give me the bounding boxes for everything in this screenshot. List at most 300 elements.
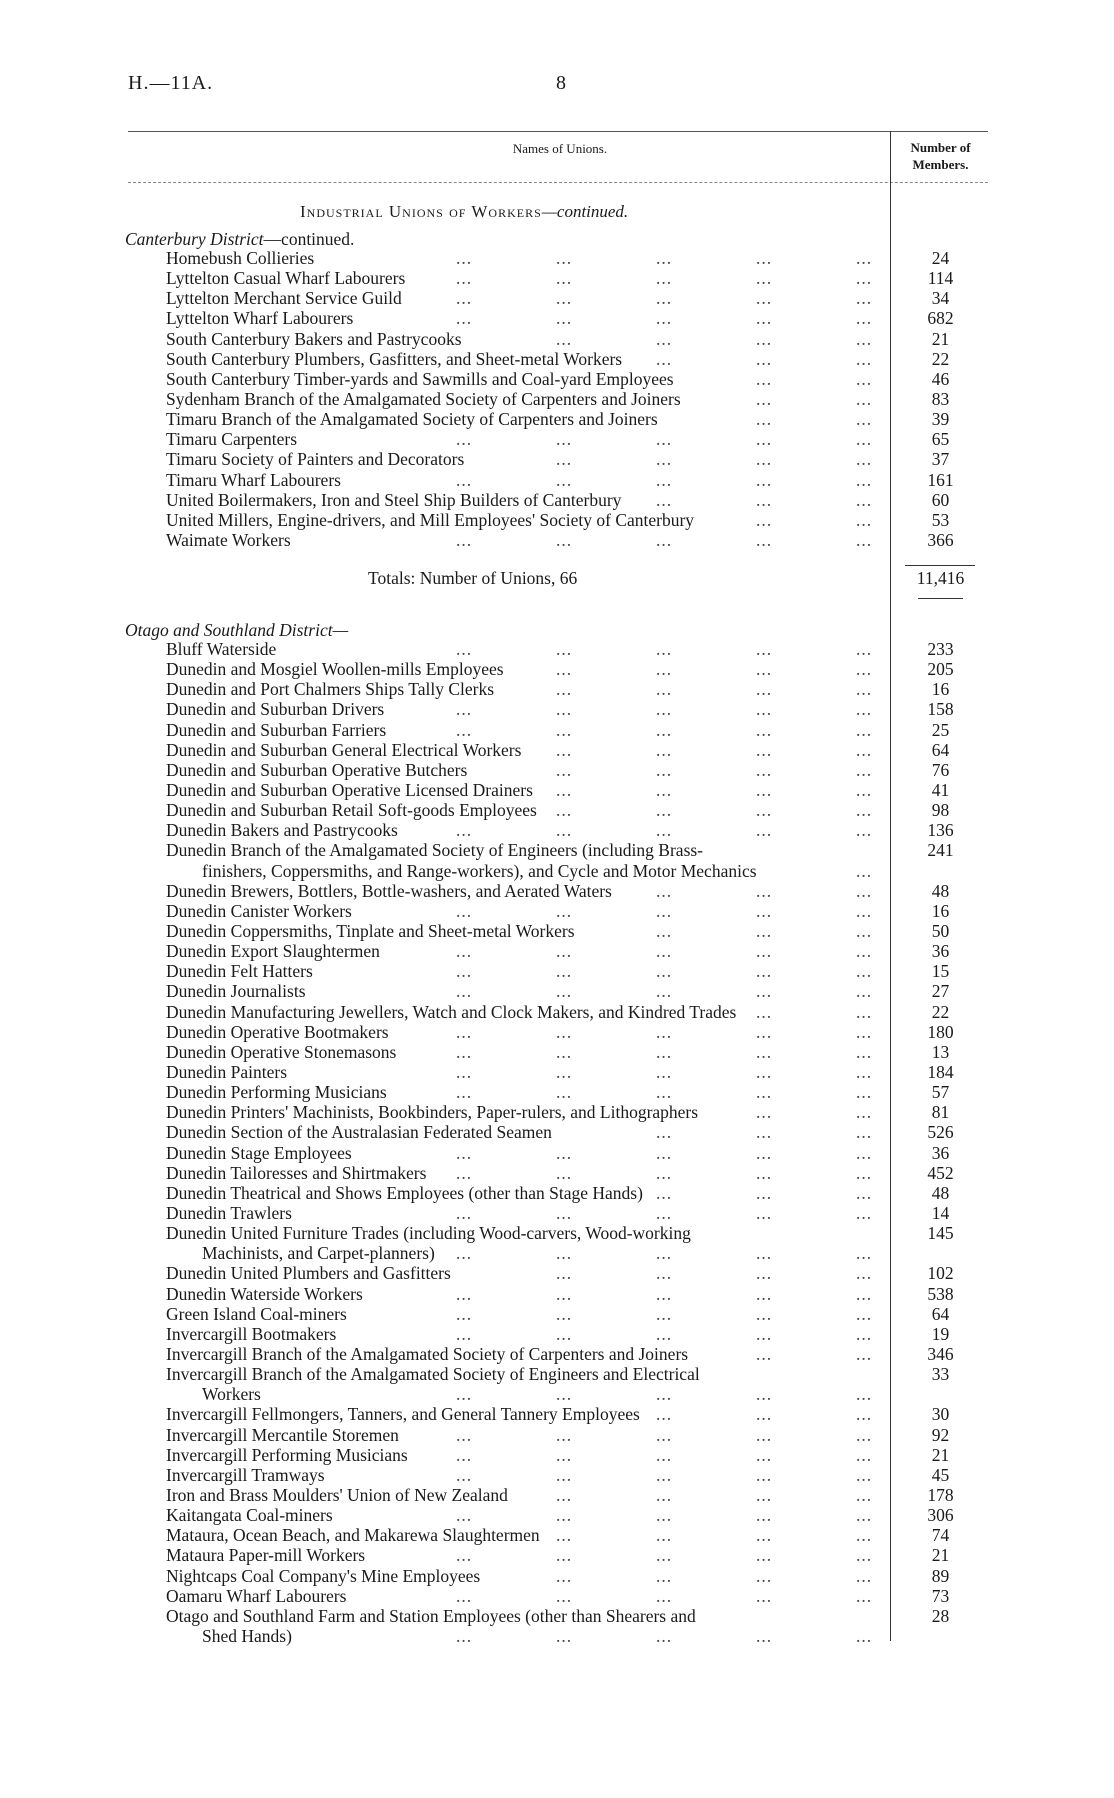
member-count: 158 bbox=[927, 699, 954, 720]
leader-dots: ... bbox=[856, 800, 873, 821]
leader-dots: ... bbox=[856, 1625, 873, 1646]
union-name: Oamaru Wharf Labourers bbox=[166, 1585, 347, 1606]
leader-dots: ... bbox=[556, 699, 573, 720]
table-row bbox=[0, 1122, 1114, 1142]
table-row bbox=[0, 1485, 1114, 1505]
leader-dots: ... bbox=[756, 1263, 773, 1284]
table-row bbox=[0, 1163, 1114, 1183]
table-row bbox=[0, 1203, 1114, 1223]
table-row bbox=[0, 1042, 1114, 1062]
leader-dots: ... bbox=[756, 1525, 773, 1546]
section-title-continued: —continued. bbox=[541, 202, 629, 221]
member-count: 16 bbox=[931, 900, 950, 921]
member-count: 19 bbox=[931, 1323, 950, 1344]
table-row bbox=[0, 740, 1114, 760]
leader-dots: ... bbox=[456, 1545, 473, 1566]
leader-dots: ... bbox=[856, 1102, 873, 1123]
leader-dots: ... bbox=[856, 880, 873, 901]
union-name: Dunedin Manufacturing Jewellers, Watch and Clock Makers, and Kindred Trades bbox=[166, 1001, 737, 1022]
member-count: 21 bbox=[931, 328, 950, 349]
member-count: 14 bbox=[931, 1202, 950, 1223]
table-row bbox=[0, 449, 1114, 469]
union-name bbox=[166, 1223, 882, 1263]
member-count: 15 bbox=[931, 961, 950, 982]
table-row bbox=[0, 1505, 1114, 1525]
leader-dots: ... bbox=[656, 820, 673, 841]
leader-dots: ... bbox=[556, 820, 573, 841]
union-name: Lyttelton Merchant Service Guild bbox=[166, 288, 402, 309]
leader-dots: ... bbox=[756, 739, 773, 760]
member-count: 57 bbox=[931, 1082, 950, 1103]
table-row bbox=[0, 981, 1114, 1001]
table-row bbox=[0, 1606, 1114, 1646]
union-name: Invercargill Performing Musicians bbox=[166, 1444, 408, 1465]
leader-dots: ... bbox=[856, 639, 873, 659]
leader-dots: ... bbox=[756, 1061, 773, 1082]
leader-dots: ... bbox=[456, 268, 473, 289]
leader-dots: ... bbox=[656, 1263, 673, 1284]
leader-dots: ... bbox=[456, 429, 473, 450]
leader-dots: ... bbox=[656, 449, 673, 470]
member-count: 73 bbox=[931, 1585, 950, 1606]
leader-dots: ... bbox=[856, 1001, 873, 1022]
union-name: Timaru Society of Painters and Decorators bbox=[166, 449, 465, 470]
leader-dots: ... bbox=[856, 469, 873, 490]
leader-dots: ... bbox=[656, 1484, 673, 1505]
leader-dots: ... bbox=[556, 1263, 573, 1284]
table-row bbox=[0, 760, 1114, 780]
table-row bbox=[0, 1284, 1114, 1304]
leader-dots: ... bbox=[756, 1343, 773, 1364]
leader-dots: ... bbox=[856, 1243, 873, 1264]
leader-dots: ... bbox=[856, 1525, 873, 1546]
leader-dots: ... bbox=[656, 1122, 673, 1143]
leader-dots: ... bbox=[456, 639, 473, 659]
union-name: Dunedin Brewers, Bottlers, Bottle-washers, and Aerated Waters bbox=[166, 880, 612, 901]
leader-dots: ... bbox=[756, 1384, 773, 1405]
table-row bbox=[0, 1102, 1114, 1122]
union-name: United Boilermakers, Iron and Steel Ship Builders of Canterbury bbox=[166, 489, 622, 510]
leader-dots: ... bbox=[756, 779, 773, 800]
member-count: 64 bbox=[931, 739, 950, 760]
leader-dots: ... bbox=[856, 368, 873, 389]
table-row bbox=[0, 961, 1114, 981]
leader-dots: ... bbox=[656, 1082, 673, 1103]
leader-dots: ... bbox=[456, 1283, 473, 1304]
leader-dots: ... bbox=[656, 659, 673, 680]
leader-dots: ... bbox=[656, 699, 673, 720]
header-rule bbox=[128, 182, 988, 183]
leader-dots: ... bbox=[456, 1625, 473, 1646]
table-row bbox=[0, 1223, 1114, 1263]
table-row bbox=[0, 470, 1114, 490]
table-row bbox=[0, 1425, 1114, 1445]
member-count: 76 bbox=[931, 759, 950, 780]
union-name-line-1: Otago and Southland Farm and Station Employees (other than Shearers and bbox=[166, 1605, 696, 1626]
member-count: 74 bbox=[931, 1525, 950, 1546]
leader-dots: ... bbox=[856, 1565, 873, 1586]
leader-dots: ... bbox=[556, 1142, 573, 1163]
table-row bbox=[0, 1545, 1114, 1565]
leader-dots: ... bbox=[656, 1303, 673, 1324]
leader-dots: ... bbox=[856, 429, 873, 450]
leader-dots: ... bbox=[856, 981, 873, 1002]
leader-dots: ... bbox=[856, 409, 873, 430]
member-count: 161 bbox=[927, 469, 954, 490]
leader-dots: ... bbox=[456, 1061, 473, 1082]
leader-dots: ... bbox=[556, 1202, 573, 1223]
leader-dots: ... bbox=[756, 469, 773, 490]
leader-dots: ... bbox=[856, 860, 873, 881]
leader-dots: ... bbox=[556, 981, 573, 1002]
leader-dots: ... bbox=[456, 1041, 473, 1062]
table-row bbox=[0, 409, 1114, 429]
leader-dots: ... bbox=[756, 1505, 773, 1526]
leader-dots: ... bbox=[556, 1585, 573, 1606]
table-row bbox=[0, 329, 1114, 349]
leader-dots: ... bbox=[556, 1384, 573, 1405]
leader-dots: ... bbox=[756, 1424, 773, 1445]
union-name: Dunedin United Plumbers and Gasfitters bbox=[166, 1263, 451, 1284]
otago-rows bbox=[0, 639, 1114, 1646]
leader-dots: ... bbox=[656, 880, 673, 901]
leader-dots: ... bbox=[656, 469, 673, 490]
leader-dots: ... bbox=[856, 699, 873, 720]
union-name: Mataura, Ocean Beach, and Makarewa Slaughtermen bbox=[166, 1525, 540, 1546]
leader-dots: ... bbox=[456, 1384, 473, 1405]
leader-dots: ... bbox=[756, 1565, 773, 1586]
leader-dots: ... bbox=[856, 1303, 873, 1324]
leader-dots: ... bbox=[656, 1565, 673, 1586]
leader-dots: ... bbox=[656, 1162, 673, 1183]
leader-dots: ... bbox=[456, 699, 473, 720]
table-row bbox=[0, 840, 1114, 880]
member-count: 65 bbox=[931, 429, 950, 450]
leader-dots: ... bbox=[756, 639, 773, 659]
leader-dots: ... bbox=[556, 659, 573, 680]
leader-dots: ... bbox=[556, 449, 573, 470]
section-title-main: Industrial Unions of Workers bbox=[300, 202, 542, 221]
leader-dots: ... bbox=[856, 941, 873, 962]
member-count: 682 bbox=[927, 308, 954, 329]
member-count: 89 bbox=[931, 1565, 950, 1586]
leader-dots: ... bbox=[756, 1001, 773, 1022]
union-name: Dunedin Tailoresses and Shirtmakers bbox=[166, 1162, 427, 1183]
leader-dots: ... bbox=[456, 1202, 473, 1223]
leader-dots: ... bbox=[856, 759, 873, 780]
leader-dots: ... bbox=[756, 1303, 773, 1324]
union-name: Dunedin and Suburban General Electrical Workers bbox=[166, 739, 522, 760]
union-name: Timaru Carpenters bbox=[166, 429, 298, 450]
otago-district-label: Otago and Southland District— bbox=[125, 620, 349, 640]
leader-dots: ... bbox=[756, 328, 773, 349]
union-name: Dunedin Printers' Machinists, Bookbinders, Paper-rulers, and Lithographers bbox=[166, 1102, 699, 1123]
leader-dots: ... bbox=[756, 1243, 773, 1264]
union-name: Dunedin Section of the Australasian Federated Seamen bbox=[166, 1122, 552, 1143]
canterbury-district-label bbox=[125, 229, 354, 250]
leader-dots: ... bbox=[856, 1263, 873, 1284]
member-count: 53 bbox=[931, 509, 950, 530]
leader-dots: ... bbox=[856, 348, 873, 369]
union-name-line-2: finishers, Coppersmiths, and Range-workers), and Cycle and Motor Mechanics bbox=[202, 860, 757, 881]
member-count: 241 bbox=[927, 840, 954, 861]
table-row bbox=[0, 510, 1114, 530]
leader-dots: ... bbox=[556, 739, 573, 760]
leader-dots: ... bbox=[656, 900, 673, 921]
leader-dots: ... bbox=[556, 308, 573, 329]
leader-dots: ... bbox=[556, 1021, 573, 1042]
table-row bbox=[0, 1022, 1114, 1042]
leader-dots: ... bbox=[656, 328, 673, 349]
member-count: 102 bbox=[927, 1263, 954, 1284]
union-name: Lyttelton Wharf Labourers bbox=[166, 308, 354, 329]
leader-dots: ... bbox=[756, 759, 773, 780]
table-row bbox=[0, 1143, 1114, 1163]
member-count: 24 bbox=[931, 248, 950, 268]
member-count: 34 bbox=[931, 288, 950, 309]
leader-dots: ... bbox=[856, 288, 873, 309]
leader-dots: ... bbox=[456, 1505, 473, 1526]
member-count: 46 bbox=[931, 368, 950, 389]
union-name: Timaru Wharf Labourers bbox=[166, 469, 341, 490]
leader-dots: ... bbox=[856, 1142, 873, 1163]
leader-dots: ... bbox=[456, 1444, 473, 1465]
member-count: 366 bbox=[927, 529, 954, 550]
leader-dots: ... bbox=[756, 1625, 773, 1646]
leader-dots: ... bbox=[556, 1424, 573, 1445]
leader-dots: ... bbox=[556, 1545, 573, 1566]
table-row bbox=[0, 720, 1114, 740]
leader-dots: ... bbox=[756, 679, 773, 700]
totals-rule-bottom bbox=[918, 598, 963, 599]
leader-dots: ... bbox=[456, 981, 473, 1002]
leader-dots: ... bbox=[756, 1404, 773, 1425]
union-name: Nightcaps Coal Company's Mine Employees bbox=[166, 1565, 481, 1586]
leader-dots: ... bbox=[756, 900, 773, 921]
leader-dots: ... bbox=[756, 699, 773, 720]
member-count: 25 bbox=[931, 719, 950, 740]
leader-dots: ... bbox=[756, 1122, 773, 1143]
union-name: Dunedin and Suburban Retail Soft-goods Employees bbox=[166, 800, 537, 821]
leader-dots: ... bbox=[856, 509, 873, 530]
table-row bbox=[0, 1324, 1114, 1344]
leader-dots: ... bbox=[556, 469, 573, 490]
table-row bbox=[0, 1002, 1114, 1022]
union-name: Dunedin Bakers and Pastrycooks bbox=[166, 820, 398, 841]
member-count: 45 bbox=[931, 1464, 950, 1485]
leader-dots: ... bbox=[556, 679, 573, 700]
table-row bbox=[0, 1566, 1114, 1586]
union-name-line-1: Dunedin United Furniture Trades (including Wood-carvers, Wood-working bbox=[166, 1223, 691, 1244]
leader-dots: ... bbox=[756, 719, 773, 740]
union-name: Timaru Branch of the Amalgamated Society of Carpenters and Joiners bbox=[166, 409, 658, 430]
table-row bbox=[0, 1404, 1114, 1424]
leader-dots: ... bbox=[856, 739, 873, 760]
member-count: 50 bbox=[931, 920, 950, 941]
member-count: 41 bbox=[931, 779, 950, 800]
leader-dots: ... bbox=[656, 1283, 673, 1304]
union-name bbox=[166, 1364, 882, 1404]
union-name: Invercargill Branch of the Amalgamated Society of Carpenters and Joiners bbox=[166, 1343, 689, 1364]
leader-dots: ... bbox=[556, 288, 573, 309]
leader-dots: ... bbox=[756, 449, 773, 470]
leader-dots: ... bbox=[456, 900, 473, 921]
leader-dots: ... bbox=[856, 1585, 873, 1606]
leader-dots: ... bbox=[756, 529, 773, 550]
leader-dots: ... bbox=[556, 268, 573, 289]
leader-dots: ... bbox=[456, 1464, 473, 1485]
member-count: 81 bbox=[931, 1102, 950, 1123]
union-name-line-2: Shed Hands) bbox=[202, 1625, 292, 1646]
leader-dots: ... bbox=[556, 1082, 573, 1103]
leader-dots: ... bbox=[856, 308, 873, 329]
leader-dots: ... bbox=[656, 348, 673, 369]
leader-dots: ... bbox=[556, 1625, 573, 1646]
table-row bbox=[0, 820, 1114, 840]
union-name: South Canterbury Bakers and Pastrycooks bbox=[166, 328, 462, 349]
leader-dots: ... bbox=[756, 800, 773, 821]
leader-dots: ... bbox=[756, 961, 773, 982]
top-rule bbox=[128, 131, 988, 132]
member-count: 60 bbox=[931, 489, 950, 510]
leader-dots: ... bbox=[456, 1142, 473, 1163]
leader-dots: ... bbox=[456, 941, 473, 962]
table-row bbox=[0, 679, 1114, 699]
leader-dots: ... bbox=[656, 1404, 673, 1425]
union-name: Waimate Workers bbox=[166, 529, 291, 550]
leader-dots: ... bbox=[556, 1323, 573, 1344]
union-name: Dunedin and Suburban Drivers bbox=[166, 699, 385, 720]
leader-dots: ... bbox=[556, 941, 573, 962]
union-name: Dunedin and Port Chalmers Ships Tally Clerks bbox=[166, 679, 495, 700]
table-row bbox=[0, 1263, 1114, 1283]
leader-dots: ... bbox=[656, 920, 673, 941]
leader-dots: ... bbox=[456, 961, 473, 982]
table-row bbox=[0, 308, 1114, 328]
leader-dots: ... bbox=[656, 739, 673, 760]
leader-dots: ... bbox=[856, 1021, 873, 1042]
leader-dots: ... bbox=[756, 1585, 773, 1606]
leader-dots: ... bbox=[756, 1182, 773, 1203]
union-name: Bluff Waterside bbox=[166, 639, 277, 659]
leader-dots: ... bbox=[856, 1343, 873, 1364]
member-count: 16 bbox=[931, 679, 950, 700]
leader-dots: ... bbox=[656, 941, 673, 962]
leader-dots: ... bbox=[856, 268, 873, 289]
union-name: Dunedin Operative Stonemasons bbox=[166, 1041, 397, 1062]
member-count: 28 bbox=[931, 1605, 950, 1626]
leader-dots: ... bbox=[456, 529, 473, 550]
leader-dots: ... bbox=[656, 779, 673, 800]
canterbury-totals-value: 11,416 bbox=[916, 568, 965, 588]
member-count: 64 bbox=[931, 1303, 950, 1324]
leader-dots: ... bbox=[856, 529, 873, 550]
leader-dots: ... bbox=[656, 1525, 673, 1546]
leader-dots: ... bbox=[756, 509, 773, 530]
union-name: Kaitangata Coal-miners bbox=[166, 1505, 333, 1526]
leader-dots: ... bbox=[656, 759, 673, 780]
table-row bbox=[0, 699, 1114, 719]
table-row bbox=[0, 659, 1114, 679]
leader-dots: ... bbox=[456, 1243, 473, 1264]
union-name-line-2: Workers bbox=[202, 1384, 261, 1405]
leader-dots: ... bbox=[656, 719, 673, 740]
union-name: Dunedin Operative Bootmakers bbox=[166, 1021, 389, 1042]
leader-dots: ... bbox=[856, 1484, 873, 1505]
leader-dots: ... bbox=[856, 920, 873, 941]
leader-dots: ... bbox=[656, 1041, 673, 1062]
leader-dots: ... bbox=[856, 1323, 873, 1344]
table-row bbox=[0, 1364, 1114, 1404]
leader-dots: ... bbox=[856, 1464, 873, 1485]
leader-dots: ... bbox=[556, 1525, 573, 1546]
member-count: 526 bbox=[927, 1122, 954, 1143]
leader-dots: ... bbox=[556, 1444, 573, 1465]
union-name: Dunedin Export Slaughtermen bbox=[166, 941, 380, 962]
leader-dots: ... bbox=[656, 961, 673, 982]
member-count: 21 bbox=[931, 1444, 950, 1465]
leader-dots: ... bbox=[656, 1464, 673, 1485]
member-count: 22 bbox=[931, 348, 950, 369]
member-count: 178 bbox=[927, 1484, 954, 1505]
leader-dots: ... bbox=[756, 1082, 773, 1103]
member-count: 92 bbox=[931, 1424, 950, 1445]
member-count: 346 bbox=[927, 1343, 954, 1364]
leader-dots: ... bbox=[556, 961, 573, 982]
leader-dots: ... bbox=[856, 1202, 873, 1223]
union-name: United Millers, Engine-drivers, and Mill Employees' Society of Canterbury bbox=[166, 509, 695, 530]
leader-dots: ... bbox=[756, 1142, 773, 1163]
leader-dots: ... bbox=[756, 920, 773, 941]
leader-dots: ... bbox=[656, 1585, 673, 1606]
table-row bbox=[0, 268, 1114, 288]
leader-dots: ... bbox=[756, 941, 773, 962]
leader-dots: ... bbox=[856, 820, 873, 841]
leader-dots: ... bbox=[856, 388, 873, 409]
leader-dots: ... bbox=[756, 1323, 773, 1344]
table-row bbox=[0, 1062, 1114, 1082]
leader-dots: ... bbox=[756, 409, 773, 430]
leader-dots: ... bbox=[456, 719, 473, 740]
leader-dots: ... bbox=[756, 368, 773, 389]
union-name: Dunedin Theatrical and Shows Employees (other than Stage Hands) bbox=[166, 1182, 643, 1203]
leader-dots: ... bbox=[556, 779, 573, 800]
union-name: Iron and Brass Moulders' Union of New Zealand bbox=[166, 1484, 508, 1505]
union-name: Dunedin Waterside Workers bbox=[166, 1283, 363, 1304]
leader-dots: ... bbox=[556, 1505, 573, 1526]
member-count: 36 bbox=[931, 1142, 950, 1163]
canterbury-rows bbox=[0, 248, 1114, 550]
leader-dots: ... bbox=[456, 1424, 473, 1445]
leader-dots: ... bbox=[456, 1162, 473, 1183]
leader-dots: ... bbox=[556, 1243, 573, 1264]
member-count: 538 bbox=[927, 1283, 954, 1304]
leader-dots: ... bbox=[556, 639, 573, 659]
table-row bbox=[0, 921, 1114, 941]
member-count: 37 bbox=[931, 449, 950, 470]
member-count: 114 bbox=[927, 268, 954, 289]
leader-dots: ... bbox=[856, 1041, 873, 1062]
union-name: Dunedin Trawlers bbox=[166, 1202, 292, 1223]
leader-dots: ... bbox=[856, 900, 873, 921]
member-count: 22 bbox=[931, 1001, 950, 1022]
union-name: Invercargill Mercantile Storemen bbox=[166, 1424, 399, 1445]
table-row bbox=[0, 780, 1114, 800]
leader-dots: ... bbox=[556, 1283, 573, 1304]
union-name: Dunedin Painters bbox=[166, 1061, 288, 1082]
leader-dots: ... bbox=[656, 800, 673, 821]
leader-dots: ... bbox=[456, 1021, 473, 1042]
